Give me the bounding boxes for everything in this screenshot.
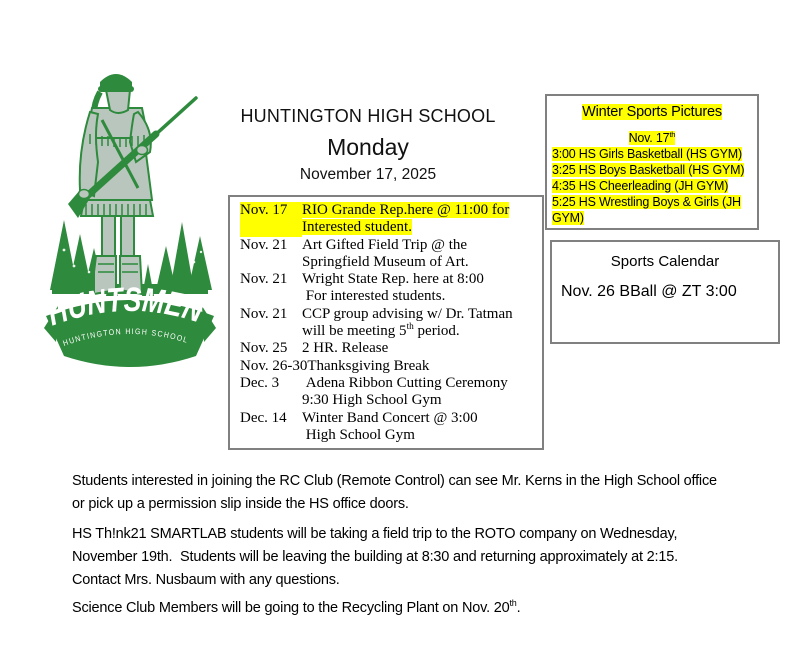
calendar-entry <box>240 358 540 375</box>
date-title: November 17, 2025 <box>299 166 437 183</box>
sports-calendar-box <box>550 240 780 344</box>
announcements <box>72 470 722 620</box>
announcement-paragraph: Students interested in joining the RC Club (Remote Control) can see Mr. Kerns in the High School office or pick up a permission slip inside the HS office doors. <box>72 473 717 512</box>
event-date: Dec. 3 <box>240 374 280 391</box>
winter-sports-line: 3:25 HS Boys Basketball (HS GYM) <box>552 163 745 177</box>
event-text: Winter Band Concert @ 3:00 High School Gym <box>302 409 478 443</box>
calendar-entries <box>240 202 540 444</box>
school-name: HUNTINGTON HIGH SCHOOL <box>240 106 496 126</box>
logo-school-arc: HUNTINGTON HIGH SCHOOL <box>61 326 191 348</box>
announcement-paragraph: HS Th!nk21 SMARTLAB students will be taking a field trip to the ROTO company on Wednesday, November 19th. Students will be leaving the building at 8:30 and returning approximately at 2:15. Contact Mrs. Nusbaum with any questions. <box>72 526 678 588</box>
event-date: Nov. 21 <box>240 271 288 288</box>
calendar-entry <box>240 271 540 306</box>
event-text: Art Gifted Field Trip @ the Springfield Museum of Art. <box>302 236 469 270</box>
sports-calendar-title: Sports Calendar <box>610 253 720 270</box>
event-date: Nov. 21 <box>240 236 288 253</box>
events-calendar-box <box>228 195 544 450</box>
event-text: Thanksgiving Break <box>307 357 430 374</box>
event-text: CCP group advising w/ Dr. Tatman will be meeting 5th period. <box>302 305 513 340</box>
event-text: RIO Grande Rep.here @ 11:00 for Interested student. <box>302 202 510 236</box>
event-text: Adena Ribbon Cutting Ceremony 9:30 High School Gym <box>302 374 508 409</box>
winter-sports-line: GYM) <box>552 211 584 225</box>
event-text: Wright State Rep. here at 8:00 For interested students. <box>302 271 484 305</box>
winter-sports-line: 5:25 HS Wrestling Boys & Girls (JH <box>552 195 741 209</box>
winter-sports-line: 4:35 HS Cheerleading (JH GYM) <box>552 179 729 193</box>
winter-sports-title: Winter Sports Pictures <box>582 104 722 120</box>
page-header <box>222 106 514 184</box>
event-date: Nov. 25 <box>240 340 288 357</box>
event-date: Nov. 26-30 <box>240 357 308 374</box>
day-title: Monday <box>327 134 409 160</box>
winter-sports-line: 3:00 HS Girls Basketball (HS GYM) <box>552 147 742 161</box>
calendar-entry <box>240 375 540 410</box>
event-date: Nov. 21 <box>240 305 288 322</box>
winter-sports-date: Nov. 17th <box>628 129 676 145</box>
winter-sports-box <box>545 94 759 230</box>
event-date: Nov. 17 <box>240 202 302 237</box>
calendar-entry <box>240 410 540 445</box>
calendar-entry <box>240 237 540 272</box>
huntsmen-logo <box>44 58 216 372</box>
calendar-entry <box>240 202 540 237</box>
sports-calendar-entry: Nov. 26 BBall @ ZT 3:00 <box>561 283 737 300</box>
event-text: 2 HR. Release <box>302 340 389 357</box>
huntsmen-logo-graphic <box>44 58 216 372</box>
winter-sports-lines <box>552 146 752 226</box>
announcement-paragraph: Science Club Members will be going to the Recycling Plant on Nov. 20th. <box>72 598 521 616</box>
event-date: Dec. 14 <box>240 409 287 426</box>
calendar-entry <box>240 340 540 357</box>
logo-word: HUNTSMEN <box>44 280 213 334</box>
calendar-entry <box>240 306 540 341</box>
